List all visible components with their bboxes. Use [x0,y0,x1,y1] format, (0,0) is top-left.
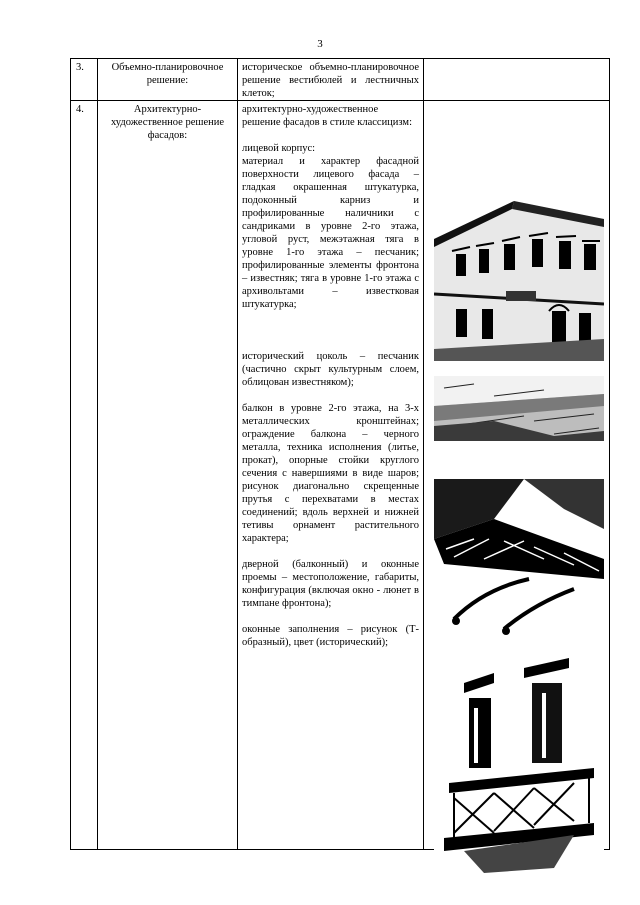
photo-column [424,101,610,850]
facade-heading: лицевой корпус: [242,143,316,154]
facade-photo [434,199,604,361]
window-fill-paragraph: оконные заполнения – рисунок (Т-образный), цвет (исторический); [242,624,419,648]
table-row [71,59,610,101]
plinth-paragraph: исторический цоколь – песчаник (частично скрыт культурным слоем, облицован известняком); [242,351,419,388]
row-title: Архитектурно-художественное решение фасадов: [98,101,238,850]
protection-subject-table [70,58,610,850]
row-title: Объемно-планировочное решение: [98,59,238,101]
row-description: историческое объемно-планировочное решение вестибюлей и лестничных клеток; [238,59,424,101]
openings-paragraph: дверной (балконный) и оконные проемы – местоположение, габариты, конфигурация (включая окно - люнет в тимпане фронтона); [242,559,419,609]
page-number: 3 [317,38,323,50]
plinth-photo [434,376,604,441]
row-description [238,101,424,850]
row-number: 4. [71,101,98,850]
balcony-photo [434,479,604,644]
balcony-windows-photo [434,653,604,878]
material-paragraph: материал и характер фасадной поверхности лицевого фасада – гладкая окрашенная штукатурка, подоконный карниз и профилированные наличники с сандриками в уровне 2-го этажа, угловой руст, межэтажная тяга в уровне 1-го этажа – песчаник; профилированные элементы фронтона – известняк; тяга в уровне 1-го этажа с архивольтами – известковая штукатурка; [242,156,419,310]
image-cell-empty [424,59,610,101]
intro-paragraph: архитектурно-художественное решение фасадов в стиле классицизм: [242,104,412,128]
row-number: 3. [71,59,98,101]
table-row [71,101,610,850]
balcony-paragraph: балкон в уровне 2-го этажа, на 3-х металлических кронштейнах; ограждение балкона – черного металла, техника исполнения (литье, прокат), опорные стойки круглого сечения с навершиями в виде шаров; рисунок диагонально скрещенные прутья с перехватами в местах соединений; вдоль верхней и нижней тетивы орнамент растительного характера; [242,403,419,544]
